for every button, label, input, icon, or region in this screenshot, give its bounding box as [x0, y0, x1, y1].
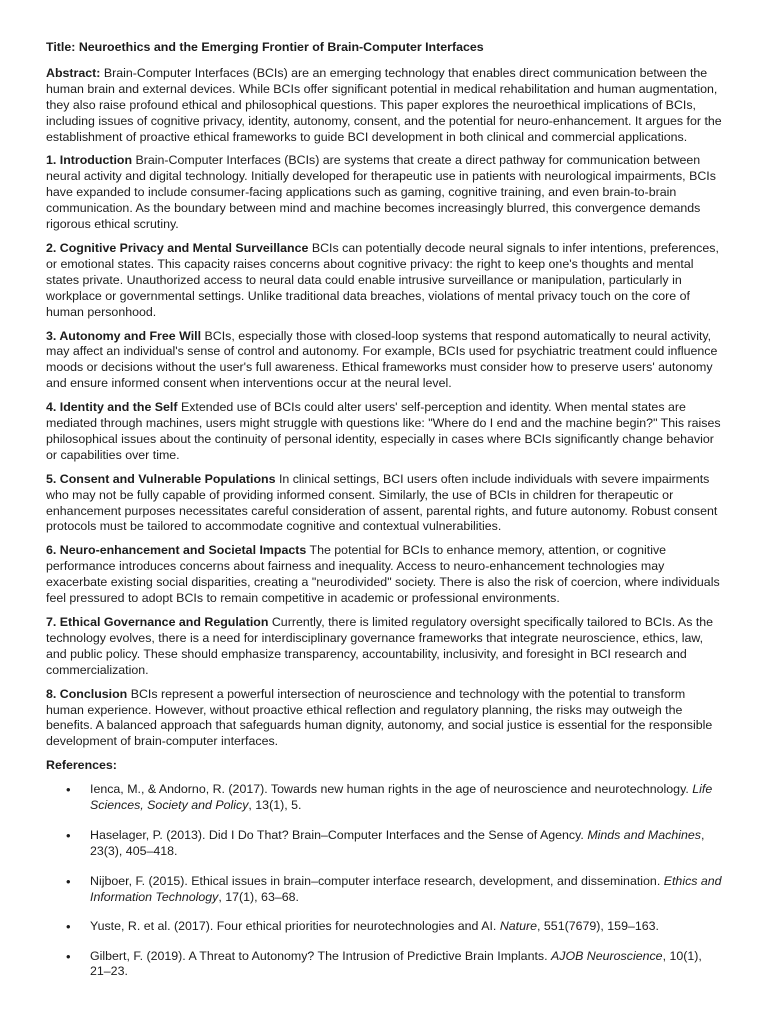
- section-consent: [46, 472, 722, 536]
- reference-item: [90, 949, 722, 981]
- section-text: BCIs, especially those with closed-loop systems that respond automatically to neural activity, may affect an individual's sense of control and autonomy. For example, BCIs used for psychiatric treatment could influence moods or decisions without the user's full awareness. Ethical frameworks must consider how to preserve users' autonomy and ensure informed consent when interventions occur at the neural level.: [46, 328, 718, 391]
- reference-item: [90, 874, 722, 906]
- section-heading: 3. Autonomy and Free Will: [46, 328, 202, 343]
- reference-source: Nature: [499, 918, 538, 933]
- section-heading: 5. Consent and Vulnerable Populations: [46, 471, 276, 486]
- references-heading-text: References:: [46, 758, 117, 773]
- reference-text: Yuste, R. et al. (2017). Four ethical priorities for neurotechnologies and AI.: [90, 918, 497, 933]
- reference-text: Ienca, M., & Andorno, R. (2017). Towards new human rights in the age of neuroscience and neurotechnology.: [90, 782, 689, 797]
- reference-source: Minds and Machines: [587, 827, 701, 842]
- reference-details: , 551(7679), 159–163.: [537, 918, 659, 933]
- references-list: [46, 782, 722, 980]
- reference-source: AJOB Neuroscience: [551, 948, 663, 963]
- section-text: In clinical settings, BCI users often include individuals with severe impairments who may not be fully capable of providing informed consent. Similarly, the use of BCIs in children for therapeutic or enhancement purposes necessitates careful consideration of assent, parental rights, and future autonomy. Robust consent protocols must be tailored to accommodate cognitive and contextual vulnerabilities.: [46, 471, 718, 534]
- abstract-paragraph: [46, 66, 722, 146]
- section-text: The potential for BCIs to enhance memory, attention, or cognitive performance introduces concerns about fairness and inequality. Access to neuro-enhancement technologies may exacerbate existing social disparities, creating a "neurodivided" society. There is also the risk of coercion, where individuals feel pressured to adopt BCIs to remain competitive in academic or professional environments.: [46, 543, 720, 606]
- reference-text: Nijboer, F. (2015). Ethical issues in brain–computer interface research, development, and dissemination.: [90, 873, 661, 888]
- reference-source: Life Sciences, Society and Policy: [90, 782, 713, 813]
- section-cognitive-privacy: [46, 241, 722, 321]
- section-autonomy: [46, 329, 722, 393]
- reference-details: , 13(1), 5.: [248, 798, 302, 813]
- title-line: [46, 40, 722, 56]
- reference-source: Ethics and Information Technology: [90, 873, 722, 904]
- section-text: Extended use of BCIs could alter users' self-perception and identity. When mental states are mediated through machines, users might struggle with questions like: "Where do I end and the machine begin?" This raises philosophical issues about the continuity of personal identity, especially in cases where BCIs significantly change behavior or capabilities over time.: [46, 400, 721, 462]
- section-introduction: [46, 153, 722, 233]
- reference-item: [90, 782, 722, 814]
- reference-details: , 23(3), 405–418.: [90, 827, 705, 858]
- section-text: BCIs represent a powerful intersection of neuroscience and technology with the potential to transform human experience. However, without proactive ethical reflection and regulatory planning, the risks may outweigh the benefits. A balanced approach that safeguards human dignity, autonomy, and social justice is essential for the responsible development of brain-computer interfaces.: [46, 686, 713, 749]
- abstract-text: Brain-Computer Interfaces (BCIs) are an emerging technology that enables direct communication between the human brain and external devices. While BCIs offer significant potential in medical rehabilitation and human augmentation, they also raise profound ethical and philosophical questions. This paper explores the neuroethical implications of BCIs, including issues of cognitive privacy, identity, autonomy, consent, and the potential for neuro-enhancement. It argues for the establishment of proactive ethical frameworks to guide BCI development in both clinical and commercial applications.: [46, 65, 722, 144]
- section-text: Currently, there is limited regulatory oversight specifically tailored to BCIs. As the technology evolves, there is a need for interdisciplinary governance frameworks that integrate neuroscience, ethics, law, and public policy. These should emphasize transparency, accountability, inclusivity, and foresight in BCI research and commercialization.: [46, 615, 714, 677]
- title-label: Title:: [46, 40, 76, 54]
- reference-text: Haselager, P. (2013). Did I Do That? Brain–Computer Interfaces and the Sense of Agency.: [90, 827, 584, 842]
- document-title: Neuroethics and the Emerging Frontier of Brain-Computer Interfaces: [78, 40, 484, 54]
- section-heading: 2. Cognitive Privacy and Mental Surveillance: [46, 240, 309, 255]
- section-heading: 8. Conclusion: [46, 686, 128, 701]
- references-heading: [46, 758, 722, 774]
- section-governance: [46, 615, 722, 679]
- section-conclusion: [46, 687, 722, 751]
- section-heading: 1. Introduction: [46, 153, 133, 168]
- section-heading: 6. Neuro-enhancement and Societal Impacts: [46, 543, 307, 558]
- reference-details: , 17(1), 63–68.: [218, 889, 299, 904]
- section-text: Brain-Computer Interfaces (BCIs) are systems that create a direct pathway for communication between neural activity and digital technology. Initially developed for therapeutic use in patients with neurological impairments, BCIs have expanded to include consumer-facing applications such as gaming, cognitive training, and even brain-to-brain communication. As the boundary between mind and machine becomes increasingly blurred, this convergence demands rigorous ethical scrutiny.: [46, 153, 716, 232]
- section-text: BCIs can potentially decode neural signals to infer intentions, preferences, or emotional states. This capacity raises concerns about cognitive privacy: the right to keep one's thoughts and mental states private. Unauthorized access to neural data could enable intrusive surveillance or manipulation, particularly in workplace or governmental settings. Unlike traditional data breaches, violations of mental privacy touch on the core of human personhood.: [46, 240, 719, 319]
- section-heading: 4. Identity and the Self: [46, 400, 178, 415]
- reference-item: [90, 919, 722, 935]
- section-heading: 7. Ethical Governance and Regulation: [46, 615, 269, 629]
- section-identity: [46, 400, 722, 464]
- reference-item: [90, 828, 722, 860]
- reference-text: Gilbert, F. (2019). A Threat to Autonomy? The Intrusion of Predictive Brain Implants.: [90, 948, 548, 963]
- reference-details: , 10(1), 21–23.: [90, 948, 702, 979]
- abstract-label: Abstract:: [46, 65, 101, 80]
- section-neuro-enhancement: [46, 543, 722, 607]
